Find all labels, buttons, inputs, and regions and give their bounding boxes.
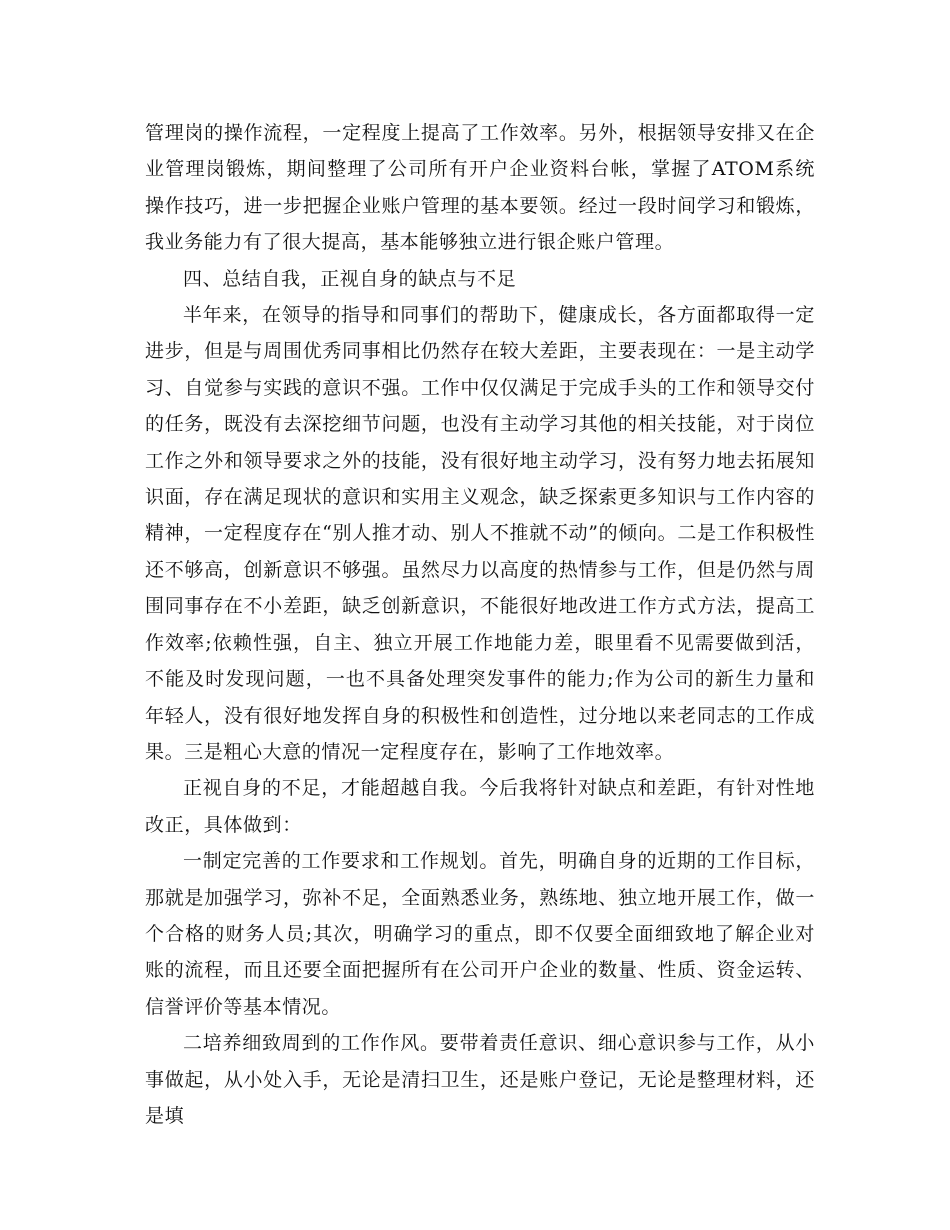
body-paragraph: 一制定完善的工作要求和工作规划。首先，明确自身的近期的工作目标，那就是加强学习，弥补不足，全面熟悉业务，熟练地、独立地开展工作，做一个合格的财务人员;其次，明确学习的重点，即不仅要全面细致地了解企业对账的流程，而且还要全面把握所有在公司开户企业的数量、性质、资金运转、信誉评价等基本情况。 [145,850,815,1018]
section-heading: 四、总结自我，正视自身的缺点与不足 [183,267,517,290]
document-body [145,115,815,1134]
body-paragraph: 半年来，在领导的指导和同事们的帮助下，健康成长，各方面都取得一定进步，但是与周围优秀同事相比仍然存在较大差距，主要表现在：一是主动学习、自觉参与实践的意识不强。工作中仅仅满足于完成手头的工作和领导交付的任务，既没有去深挖细节问题，也没有主动学习其他的相关技能，对于岗位工作之外和领导要求之外的技能，没有很好地主动学习，没有努力地去拓展知识面，存在满足现状的意识和实用主义观念，缺乏探索更多知识与工作内容的精神，一定程度存在“别人推才动、别人不推就不动”的倾向。二是工作积极性还不够高，创新意识不够强。虽然尽力以高度的热情参与工作，但是仍然与周围同事存在不小差距，缺乏创新意识，不能很好地改进工作方式方法，提高工作效率;依赖性强，自主、独立开展工作地能力差，眼里看不见需要做到活，不能及时发现问题，一也不具备处理突发事件的能力;作为公司的新生力量和年轻人，没有很好地发挥自身的积极性和创造性，过分地以来老同志的工作成果。三是粗心大意的情况一定程度存在，影响了工作地效率。 [145,304,815,763]
body-paragraph: 管理岗的操作流程，一定程度上提高了工作效率。另外，根据领导安排又在企业管理岗锻炼，期间整理了公司所有开户企业资料台帐，掌握了ATOM系统操作技巧，进一步把握企业账户管理的基本要领。经过一段时间学习和锻炼，我业务能力有了很大提高，基本能够独立进行银企账户管理。 [145,122,815,254]
body-paragraph: 二培养细致周到的工作作风。要带着责任意识、细心意识参与工作，从小事做起，从小处入手，无论是清扫卫生，还是账户登记，无论是整理材料，还是填 [145,1032,815,1127]
body-paragraph: 正视自身的不足，才能超越自我。今后我将针对缺点和差距，有针对性地改正，具体做到： [145,777,815,836]
